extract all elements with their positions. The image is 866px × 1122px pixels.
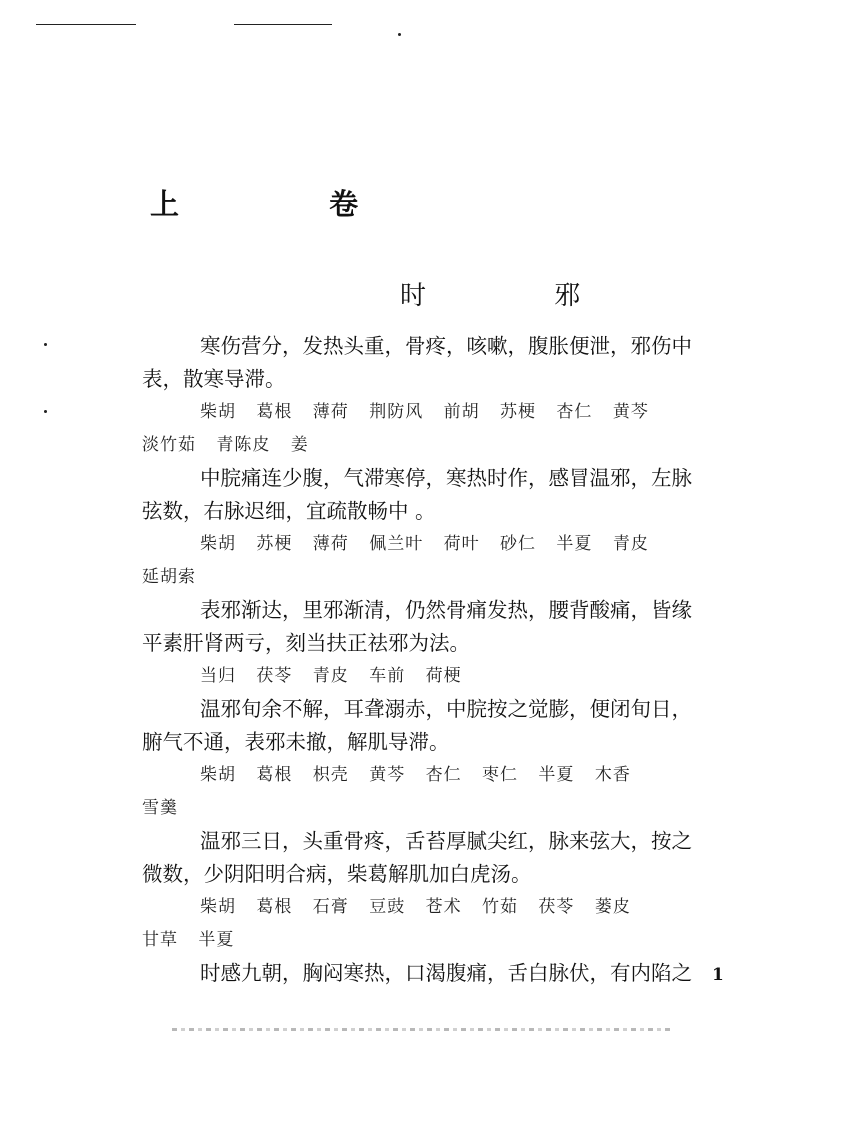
text-line: 微数，少阴阳明合病，柴葛解肌加白虎汤。 [142, 862, 532, 886]
text-line: 表，散寒导滞。 [142, 367, 286, 391]
text-line: 温邪三日，头重骨疼，舌苔厚腻尖红，脉来弦大，按之 [200, 829, 692, 853]
section-title: 时 邪 [400, 281, 641, 311]
scan-artifact-line [172, 1028, 672, 1031]
page-body [142, 330, 782, 990]
text-line: 弦数，右脉迟细，宜疏散畅中 。 [142, 499, 436, 523]
herb-list-line: 延胡索 [142, 567, 196, 587]
herb-list-line: 当归 茯苓 青皮 车前 荷梗 [200, 666, 462, 686]
text-line: 平素肝肾两亏，刻当扶正祛邪为法。 [142, 631, 470, 655]
herb-list-line: 柴胡 苏梗 薄荷 佩兰叶 荷叶 砂仁 半夏 青皮 [200, 534, 649, 554]
text-line: 时感九朝，胸闷寒热，口渴腹痛，舌白脉伏，有内陷之 [200, 961, 692, 985]
volume-title: 上 卷 [150, 187, 429, 221]
herb-list-line: 雪羹 [142, 798, 178, 818]
herb-list-line: 柴胡 葛根 薄荷 荆防风 前胡 苏梗 杏仁 黄芩 [200, 402, 649, 422]
text-line: 温邪旬余不解，耳聋溺赤，中脘按之觉膨，便闭旬日， [200, 697, 692, 721]
text-line: 中脘痛连少腹，气滞寒停，寒热时作，感冒温邪，左脉 [200, 466, 692, 490]
herb-list-line: 柴胡 葛根 石膏 豆豉 苍术 竹茹 茯苓 蒌皮 [200, 897, 631, 917]
herb-list-line: 淡竹茹 青陈皮 姜 [142, 435, 309, 455]
text-line: 寒伤营分，发热头重，骨疼，咳嗽，腹胀便泄，邪伤中 [200, 334, 692, 358]
page-number: 1 [712, 965, 724, 985]
text-line: 腑气不通，表邪未撤，解肌导滞。 [142, 730, 450, 754]
text-line: 表邪渐达，里邪渐清，仍然骨痛发热，腰背酸痛，皆缘 [200, 598, 692, 622]
top-rule-right [234, 24, 332, 25]
herb-list-line: 柴胡 葛根 枳壳 黄芩 杏仁 枣仁 半夏 木香 [200, 765, 631, 785]
top-rule-left [36, 24, 136, 25]
margin-dot [44, 410, 47, 413]
top-dot [398, 33, 401, 36]
herb-list-line: 甘草 半夏 [142, 930, 235, 950]
margin-dot [44, 343, 47, 346]
